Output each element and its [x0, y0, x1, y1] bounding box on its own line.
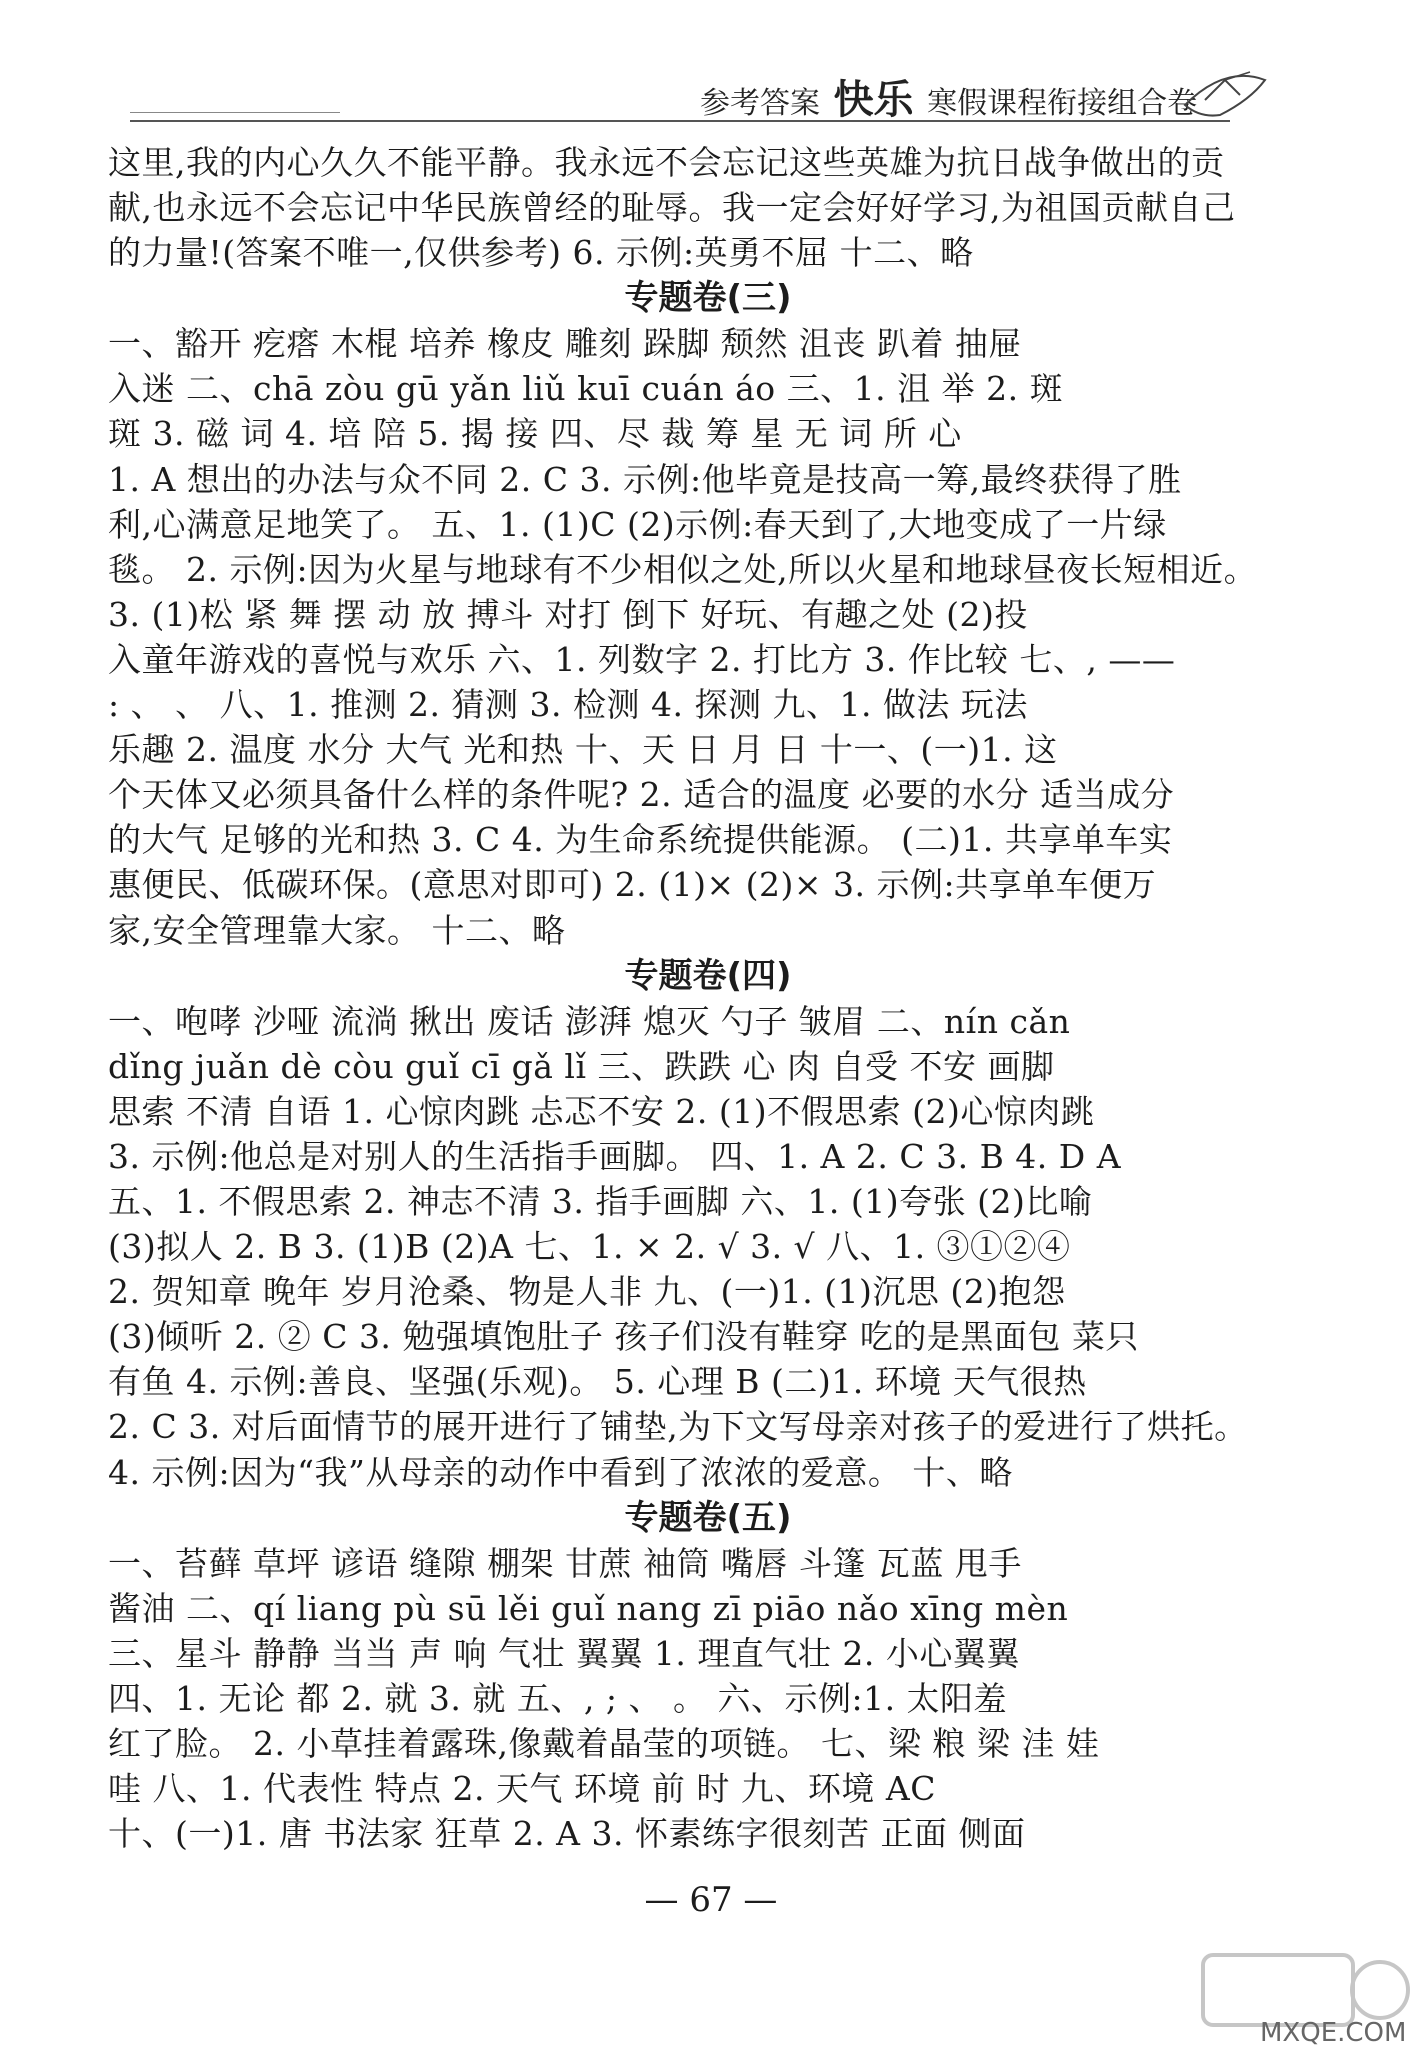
answer-line: dǐng juǎn dè còu guǐ cī gǎ lǐ 三、跌跌 心 肉 自受 不安 画脚 — [108, 1046, 1055, 1086]
answer-line: 利,心满意足地笑了。 五、1. (1)C (2)示例:春天到了,大地变成了一片绿 — [108, 504, 1167, 544]
answer-line: 有鱼 4. 示例:善良、坚强(乐观)。 5. 心理 B (二)1. 环境 天气很热 — [108, 1362, 1087, 1402]
answer-line: 十、(一)1. 唐 书法家 狂草 2. A 3. 怀素练字很刻苦 正面 侧面 — [108, 1814, 1026, 1854]
answer-line: 个天体又必须具备什么样的条件呢? 2. 适合的温度 必要的水分 适当成分 — [108, 775, 1175, 815]
answer-line: 一、苔藓 草坪 谚语 缝隙 棚架 甘蔗 袖筒 嘴唇 斗篷 瓦蓝 甩手 — [108, 1543, 1022, 1583]
page-header — [0, 0, 1422, 130]
answer-line: 一、豁开 疙瘩 木棍 培养 橡皮 雕刻 跺脚 颓然 沮丧 趴着 抽屉 — [108, 324, 1022, 364]
answer-line: 这里,我的内心久久不能平静。我永远不会忘记这些英雄为抗日战争做出的贡 — [108, 143, 1225, 182]
header-brand: 快乐 — [833, 77, 914, 123]
answer-line: 入童年游戏的喜悦与欢乐 六、1. 列数字 2. 打比方 3. 作比较 七、, —— — [108, 639, 1176, 679]
answer-line: 哇 八、1. 代表性 特点 2. 天气 环境 前 时 九、环境 AC — [108, 1769, 936, 1809]
answer-line: (3)拟人 2. B 3. (1)B (2)A 七、1. × 2. √ 3. √ 八、1. ③①②④ — [108, 1227, 1071, 1267]
section-heading: 专题卷(三) — [624, 278, 792, 319]
answer-line: 惠便民、低碳环保。(意思对即可) 2. (1)× (2)× 3. 示例:共享单车便万 — [108, 865, 1157, 905]
answer-line: : 、 、 八、1. 推测 2. 猜测 3. 检测 4. 探测 九、1. 做法 玩法 — [108, 685, 1028, 725]
book-logo-icon — [1180, 60, 1270, 120]
answer-line: 3. (1)松 紧 舞 摆 动 放 搏斗 对打 倒下 好玩、有趣之处 (2)投 — [108, 594, 1028, 634]
answer-line: 红了脸。 2. 小草挂着露珠,像戴着晶莹的项链。 七、梁 粮 梁 洼 娃 — [108, 1724, 1100, 1763]
answer-line: 五、1. 不假思索 2. 神志不清 3. 指手画脚 六、1. (1)夸张 (2)比喻 — [108, 1181, 1093, 1221]
answer-line: 3. 示例:他总是对别人的生活指手画脚。 四、1. A 2. C 3. B 4. D A — [108, 1136, 1122, 1176]
section-heading: 专题卷(五) — [624, 1497, 792, 1538]
header-rule-short — [130, 112, 340, 113]
answer-line: 四、1. 无论 都 2. 就 3. 就 五、, ; 、 。 六、示例:1. 太阳羞 — [108, 1678, 1008, 1718]
answer-line: 思索 不清 自语 1. 心惊肉跳 忐忑不安 2. (1)不假思索 (2)心惊肉跳 — [108, 1091, 1095, 1131]
answer-line: 的力量!(答案不唯一,仅供参考) 6. 示例:英勇不屈 十二、略 — [108, 233, 974, 273]
answer-line: 4. 示例:因为“我”从母亲的动作中看到了浓浓的爱意。 十、略 — [108, 1452, 1013, 1492]
page-number: — 67 — — [644, 1880, 778, 1920]
answer-line: 献,也永远不会忘记中华民族曾经的耻辱。我一定会好好学习,为祖国贡献自己 — [108, 188, 1236, 228]
watermark-text: MXQE.COM — [1260, 2018, 1407, 2048]
answer-line: 1. A 想出的办法与众不同 2. C 3. 示例:他毕竟是技高一筹,最终获得了胜 — [108, 459, 1182, 499]
header-series: 寒假课程衔接组合卷 — [927, 86, 1198, 121]
answer-line: 家,安全管理靠大家。 十二、略 — [108, 910, 566, 950]
answer-content — [108, 140, 1308, 1856]
answer-line: 酱油 二、qí liang pù sū lěi guǐ nang zī piāo nǎo xīng mèn — [108, 1588, 1069, 1628]
answer-line: 的大气 足够的光和热 3. C 4. 为生命系统提供能源。 (二)1. 共享单车实 — [108, 820, 1173, 860]
answer-line: 一、咆哮 沙哑 流淌 揪出 废话 澎湃 熄灭 勺子 皱眉 二、nín cǎn — [108, 1001, 1071, 1041]
answer-line: 三、星斗 静静 当当 声 响 气壮 翼翼 1. 理直气壮 2. 小心翼翼 — [108, 1633, 1020, 1673]
answer-line: 2. C 3. 对后面情节的展开进行了铺垫,为下文写母亲对孩子的爱进行了烘托。 — [108, 1407, 1248, 1447]
answer-line: 乐趣 2. 温度 水分 大气 光和热 十、天 日 月 日 十一、(一)1. 这 — [108, 730, 1058, 770]
answer-line: 斑 3. 磁 词 4. 培 陪 5. 揭 接 四、尽 裁 筹 星 无 词 所 心 — [108, 414, 962, 454]
answer-line: 2. 贺知章 晚年 岁月沧桑、物是人非 九、(一)1. (1)沉思 (2)抱怨 — [108, 1272, 1066, 1312]
answer-line: (3)倾听 2. ② C 3. 勉强填饱肚子 孩子们没有鞋穿 吃的是黑面包 菜只 — [108, 1317, 1139, 1357]
header-title — [700, 68, 1197, 125]
section-heading: 专题卷(四) — [624, 955, 792, 996]
header-left-label: 参考答案 — [700, 86, 820, 121]
answer-line: 毯。 2. 示例:因为火星与地球有不少相似之处,所以火星和地球昼夜长短相近。 — [108, 549, 1258, 589]
answer-line: 入迷 二、chā zòu gū yǎn liǔ kuī cuán áo 三、1. 沮 举 2. 斑 — [108, 369, 1064, 409]
